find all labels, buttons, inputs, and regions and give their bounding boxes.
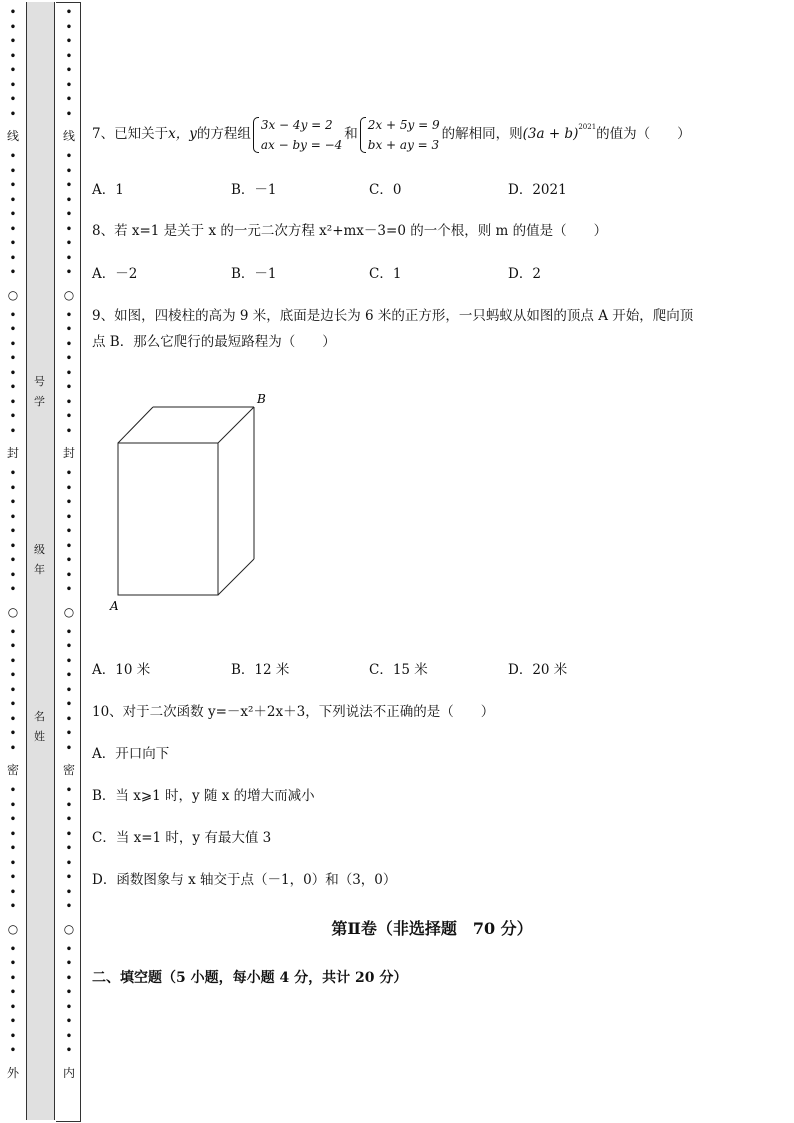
option-a[interactable]: A．10 米 bbox=[92, 662, 151, 678]
q10-option-a[interactable]: A．开口向下 bbox=[92, 746, 170, 762]
q7-options bbox=[92, 178, 772, 198]
seal-dot: • bbox=[65, 958, 73, 969]
seal-dot: • bbox=[9, 699, 17, 710]
seal-mark: 密 bbox=[6, 763, 19, 777]
seal-dot: • bbox=[9, 540, 17, 552]
seal-dot: • bbox=[9, 569, 17, 581]
prism-top-left-edge bbox=[118, 407, 153, 443]
seal-dot: • bbox=[65, 482, 73, 494]
seal-dot: • bbox=[9, 209, 17, 220]
seal-dot: • bbox=[9, 742, 17, 754]
q7-system-2 bbox=[360, 115, 440, 155]
seal-mark: ○ bbox=[7, 604, 19, 619]
seal-dot: • bbox=[9, 843, 17, 854]
seal-dot: • bbox=[9, 7, 17, 18]
seal-mark: ○ bbox=[63, 604, 75, 619]
label-char: 学 bbox=[34, 395, 45, 408]
seal-dot: • bbox=[9, 252, 17, 264]
seal-dot: • bbox=[9, 713, 17, 725]
seal-dot: • bbox=[65, 511, 73, 523]
seal-dot: • bbox=[65, 267, 73, 278]
seal-dot: • bbox=[9, 511, 17, 523]
seal-dot: • bbox=[65, 540, 73, 552]
seal-dot: • bbox=[9, 987, 17, 998]
q7-and: 和 bbox=[344, 126, 358, 142]
seal-dot: • bbox=[65, 742, 73, 754]
seal-dot: • bbox=[65, 367, 73, 379]
seal-dot: • bbox=[65, 411, 73, 422]
option-d[interactable]: D．20 米 bbox=[508, 662, 568, 678]
seal-dot: • bbox=[65, 713, 73, 725]
seal-dot: • bbox=[65, 382, 73, 393]
seal-dot: • bbox=[65, 799, 73, 811]
seal-dot: • bbox=[9, 526, 17, 537]
seal-dot: • bbox=[9, 641, 17, 652]
equation: ax − by = −4 bbox=[260, 137, 343, 152]
seal-mark: ○ bbox=[63, 921, 75, 936]
seal-dot: • bbox=[65, 584, 73, 595]
seal-dot: • bbox=[9, 180, 17, 191]
seal-dot: • bbox=[9, 151, 17, 162]
seal-dot: • bbox=[9, 468, 17, 479]
option-d[interactable]: D．2 bbox=[508, 266, 541, 282]
q10-option-c[interactable]: C．当 x=1 时，y 有最大值 3 bbox=[92, 830, 272, 846]
seal-dot: • bbox=[9, 367, 17, 379]
seal-dot: • bbox=[65, 36, 73, 47]
seal-dot: • bbox=[65, 943, 73, 955]
label-char: 姓 bbox=[34, 730, 45, 743]
section-2-title: 第Ⅱ卷（非选择题 70 分） bbox=[331, 919, 533, 938]
seal-dot: • bbox=[65, 901, 73, 912]
seal-dot: • bbox=[9, 958, 17, 969]
seal-dot: • bbox=[65, 94, 73, 105]
section-2-subtitle: 二、填空题（5 小题，每小题 4 分，共计 20 分） bbox=[92, 970, 408, 986]
seal-mark: 密 bbox=[62, 763, 75, 777]
seal-dot: • bbox=[9, 828, 17, 840]
seal-dot: • bbox=[65, 324, 73, 335]
name-label bbox=[26, 707, 53, 747]
seal-dot: • bbox=[9, 94, 17, 105]
label-char: 号 bbox=[34, 375, 45, 388]
q10-option-d[interactable]: D．函数图象与 x 轴交于点（－1，0）和（3，0） bbox=[92, 872, 397, 888]
seal-dot: • bbox=[9, 267, 17, 278]
seal-dot: • bbox=[9, 655, 17, 667]
question-8: 8、若 x=1 是关于 x 的一元二次方程 x²+mx－3=0 的一个根，则 m 的值是（ ） bbox=[92, 223, 608, 239]
seal-dot: • bbox=[9, 309, 17, 321]
seal-dot: • bbox=[65, 814, 73, 825]
option-a[interactable]: A．－2 bbox=[92, 266, 138, 282]
seal-dot: • bbox=[9, 584, 17, 595]
seal-dot: • bbox=[65, 65, 73, 76]
seal-dot: • bbox=[9, 353, 17, 364]
seal-dot: • bbox=[65, 425, 73, 437]
seal-dot: • bbox=[65, 21, 73, 33]
prism-front-face bbox=[118, 443, 218, 595]
seal-dot: • bbox=[65, 338, 73, 350]
seal-dot: • bbox=[9, 194, 17, 206]
seal-mark: ○ bbox=[7, 287, 19, 302]
seal-dot: • bbox=[65, 396, 73, 408]
q7-expr: (3a + b) bbox=[522, 126, 579, 142]
q10-option-b[interactable]: B．当 x⩾1 时，y 随 x 的增大而减小 bbox=[92, 788, 315, 804]
seal-dot: • bbox=[65, 886, 73, 898]
seal-dot: • bbox=[65, 252, 73, 264]
seal-dot: • bbox=[65, 728, 73, 739]
seal-dot: • bbox=[9, 670, 17, 681]
q7-mid: 的方程组 bbox=[196, 126, 251, 142]
seal-dot: • bbox=[9, 36, 17, 47]
option-b[interactable]: B．－1 bbox=[231, 266, 277, 282]
equation: 3x − 4y = 2 bbox=[260, 117, 333, 132]
q9-options bbox=[92, 658, 772, 678]
q7-system-1 bbox=[253, 115, 342, 155]
seal-dot: • bbox=[9, 799, 17, 811]
seal-dot: • bbox=[65, 699, 73, 710]
seal-dot: • bbox=[65, 108, 73, 120]
seal-dot: • bbox=[65, 151, 73, 162]
seal-dot: • bbox=[9, 972, 17, 984]
seal-dot: • bbox=[9, 943, 17, 955]
q7-power: 2021 bbox=[578, 123, 597, 131]
option-a[interactable]: A．1 bbox=[92, 182, 124, 198]
seal-dot: • bbox=[65, 1001, 73, 1013]
option-c[interactable]: C．0 bbox=[369, 182, 402, 198]
seal-dot: • bbox=[9, 1001, 17, 1013]
seal-dot: • bbox=[65, 843, 73, 854]
seal-dot: • bbox=[65, 872, 73, 883]
option-b[interactable]: B．－1 bbox=[231, 182, 277, 198]
seal-dot: • bbox=[65, 353, 73, 364]
seal-dot: • bbox=[65, 857, 73, 869]
seal-dot: • bbox=[65, 641, 73, 652]
seal-dot: • bbox=[9, 165, 17, 177]
q8-options bbox=[92, 262, 772, 282]
seal-mark: ○ bbox=[7, 921, 19, 936]
seal-dot: • bbox=[65, 223, 73, 235]
seal-dot: • bbox=[65, 626, 73, 638]
seal-dot: • bbox=[9, 338, 17, 350]
grade-label bbox=[26, 540, 53, 580]
student-number-label bbox=[26, 372, 53, 412]
seal-dot: • bbox=[65, 555, 73, 566]
vertex-label-a: A bbox=[110, 599, 119, 613]
prism-bottom-right-edge bbox=[218, 559, 254, 595]
seal-dot: • bbox=[9, 108, 17, 120]
seal-dot: • bbox=[9, 785, 17, 796]
q7-suffix-b: 的值为（ ） bbox=[596, 126, 691, 142]
seal-dot: • bbox=[9, 497, 17, 508]
seal-dot: • bbox=[65, 79, 73, 91]
seal-dot: • bbox=[9, 425, 17, 437]
seal-mark: 线 bbox=[6, 129, 19, 143]
seal-mark: 内 bbox=[62, 1065, 75, 1080]
seal-dot: • bbox=[65, 497, 73, 508]
seal-mark: 线 bbox=[62, 129, 75, 143]
seal-dot: • bbox=[65, 468, 73, 479]
seal-dot: • bbox=[9, 1016, 17, 1027]
q7-suffix-a: 的解相同，则 bbox=[441, 126, 523, 142]
seal-line-right bbox=[56, 6, 82, 1121]
option-d[interactable]: D．2021 bbox=[508, 182, 567, 198]
label-char: 名 bbox=[34, 710, 45, 723]
seal-dot: • bbox=[65, 238, 73, 249]
seal-dot: • bbox=[9, 555, 17, 566]
option-c[interactable]: C．1 bbox=[369, 266, 402, 282]
seal-line-left bbox=[0, 6, 26, 1121]
seal-dot: • bbox=[65, 165, 73, 177]
seal-dot: • bbox=[9, 1045, 17, 1056]
seal-dot: • bbox=[65, 209, 73, 220]
vertex-label-b: B bbox=[257, 392, 266, 406]
seal-dot: • bbox=[9, 324, 17, 335]
seal-dot: • bbox=[65, 1045, 73, 1056]
seal-dot: • bbox=[9, 411, 17, 422]
seal-dot: • bbox=[9, 65, 17, 76]
seal-dot: • bbox=[9, 238, 17, 249]
seal-dot: • bbox=[9, 396, 17, 408]
seal-dot: • bbox=[65, 569, 73, 581]
prism-top-right-edge bbox=[218, 407, 254, 443]
seal-dot: • bbox=[65, 987, 73, 998]
label-char: 年 bbox=[34, 563, 45, 576]
seal-dot: • bbox=[65, 1016, 73, 1027]
seal-dot: • bbox=[9, 1030, 17, 1042]
seal-dot: • bbox=[9, 886, 17, 898]
option-b[interactable]: B．12 米 bbox=[231, 662, 290, 678]
seal-dot: • bbox=[9, 223, 17, 235]
seal-mark: ○ bbox=[63, 287, 75, 302]
seal-dot: • bbox=[9, 482, 17, 494]
seal-dot: • bbox=[65, 194, 73, 206]
seal-mark: 封 bbox=[62, 446, 75, 460]
seal-dot: • bbox=[65, 684, 73, 696]
seal-dot: • bbox=[65, 655, 73, 667]
seal-dot: • bbox=[9, 21, 17, 33]
seal-mark: 封 bbox=[6, 446, 19, 460]
question-9-line-1: 9、如图，四棱柱的高为 9 米，底面是边长为 6 米的正方形，一只蚂蚁从如图的顶点 A 开始，爬向顶 bbox=[92, 308, 694, 324]
seal-dot: • bbox=[65, 828, 73, 840]
seal-dot: • bbox=[9, 901, 17, 912]
seal-dot: • bbox=[65, 7, 73, 18]
seal-dot: • bbox=[65, 972, 73, 984]
seal-dot: • bbox=[9, 814, 17, 825]
seal-dot: • bbox=[9, 79, 17, 91]
seal-dot: • bbox=[65, 50, 73, 62]
prism-figure bbox=[100, 385, 280, 615]
question-7 bbox=[92, 105, 691, 156]
option-c[interactable]: C．15 米 bbox=[369, 662, 428, 678]
seal-dot: • bbox=[65, 785, 73, 796]
seal-dot: • bbox=[65, 670, 73, 681]
equation: 2x + 5y = 9 bbox=[367, 117, 440, 132]
label-char: 级 bbox=[34, 543, 45, 556]
q7-vars: x，y bbox=[168, 126, 197, 142]
question-9-line-2: 点 B．那么它爬行的最短路程为（ ） bbox=[92, 334, 336, 350]
seal-dot: • bbox=[9, 872, 17, 883]
q7-prefix: 7、已知关于 bbox=[92, 126, 169, 142]
seal-dot: • bbox=[65, 309, 73, 321]
seal-dot: • bbox=[9, 626, 17, 638]
seal-dot: • bbox=[9, 382, 17, 393]
question-10: 10、对于二次函数 y=－x²＋2x＋3，下列说法不正确的是（ ） bbox=[92, 704, 495, 720]
seal-dot: • bbox=[65, 180, 73, 191]
seal-dot: • bbox=[9, 50, 17, 62]
seal-dot: • bbox=[9, 684, 17, 696]
seal-mark: 外 bbox=[6, 1065, 19, 1080]
seal-dot: • bbox=[9, 857, 17, 869]
equation: bx + ay = 3 bbox=[367, 137, 440, 152]
seal-dot: • bbox=[9, 728, 17, 739]
seal-dot: • bbox=[65, 1030, 73, 1042]
seal-dot: • bbox=[65, 526, 73, 537]
